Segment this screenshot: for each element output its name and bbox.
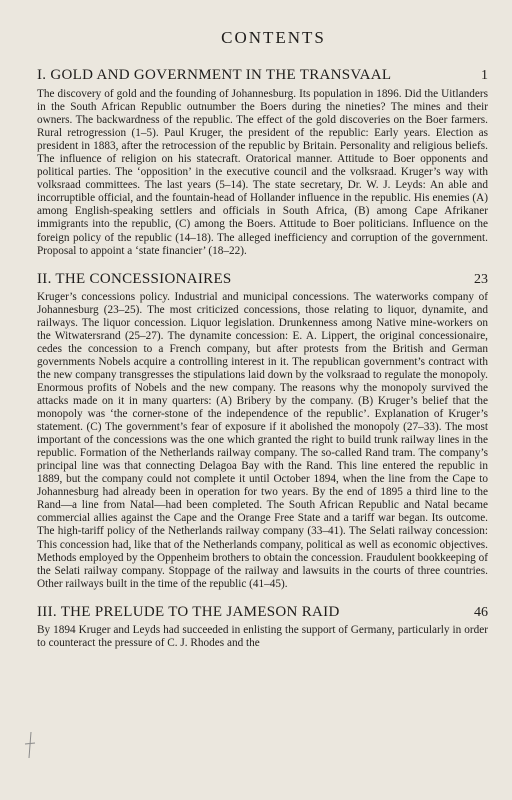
- chapter-page-number: 46: [474, 604, 488, 620]
- chapter-entry-2: [37, 270, 488, 591]
- chapter-page-number: 1: [481, 68, 488, 83]
- chapter-heading: [37, 270, 488, 289]
- chapter-title: III. THE PRELUDE TO THE JAMESON RAID: [37, 603, 340, 620]
- chapter-heading: [37, 603, 488, 622]
- page-title: CONTENTS: [221, 28, 326, 47]
- pencil-mark: [22, 730, 38, 760]
- chapter-summary: The discovery of gold and the founding of Johannesburg. Its population in 1896. Did the Uitlanders in the South African Republic outnumber the Boers during the nineties? The mines and their owners. The backwardness of the republic. The effect of the gold discoveries on the Boer farmers. Rural retrogression (1–5). Paul Kruger, the president of the republic: Early years. Election as president in 1883, after the retrocession of the republic by Britain. Personality and religious beliefs. The influence of religion on his statecraft. Oratorical manner. Attitude to Boer opponents and political parties. The ‘opposition’ in the executive council and the volksraad. Kruger’s way with volksraad committees. The last years (5–14). The state secretary, Dr. W. J. Leyds: An able and incorruptible official, and the fountain-head of Hollander influence in the republic. His enemies (A) among English-speaking settlers and officials in South Africa, (B) among Cape Afrikaner immigrants into the republic, (C) among the Boers. Attitude to Boer politicians. Influence on the foreign policy of the republic (14–18). The alleged inefficiency and corruption of the government. Proposal to appoint a ‘state financier’ (18–22).: [37, 88, 488, 257]
- chapter-title: I. GOLD AND GOVERNMENT IN THE TRANSVAAL: [37, 67, 392, 83]
- chapter-summary: Kruger’s concessions policy. Industrial and municipal concessions. The waterworks company of Johannesburg (23–25). The most criticized concessions, those relating to liquor, dynamite, and railways. The liquor concession. Liquor legislation. Drunkenness among Native mine-workers on the Witwatersrand (25–27). The dynamite concession: E. A. Lippert, the original concessionaire, cedes the concession to a French company, but after protests from the British and German governments Nobels acquire a controlling interest in it. The republican government’s contract with the new company transgresses the stipulations laid down by the volksraad to regulate the monopoly. Enormous profits of Nobels and the new company. The reasons why the monopoly survived the attacks made on it in many quarters: (A) Bribery by the company. (B) Kruger’s belief that the monopoly was ‘the corner-stone of the independence of the republic’. Explanation of Kruger’s statement. (C) The government’s fear of exposure if it abolished the monopoly (27–33). The most important of the concessions was the one which granted the right to build trunk railway lines in the republic. Formation of the Netherlands railway company. The so-called Rand tram. The company’s principal line was that connecting Delagoa Bay with the Rand. This line entered the republic in 1889, but the company could not complete it until October 1894, when the line from the Cape to Johannesburg had already been in operation for two years. By the end of 1895 a third line to the Rand—a line from Natal—had been completed. The South African Republic and Natal became commercial allies against the Cape and the Orange Free State and a tariff war began. Its outcome. The high-tariff policy of the Netherlands railway company (33–41). The Selati railway concession: This concession had, like that of the Netherlands company, political as well as economic objectives. Methods employed by the Oppenheim brothers to obtain the concession. Fraudulent bookkeeping of the Selati railway company. Stoppage of the railway and lawsuits in the courts of three countries. Other railways built in the time of the republic (41–45).: [37, 290, 488, 590]
- chapter-heading: [37, 66, 488, 85]
- chapter-summary: By 1894 Kruger and Leyds had succeeded in enlisting the support of Germany, particularly in order to counteract the pressure of C. J. Rhodes and the: [37, 623, 488, 649]
- chapter-entry-3: [37, 603, 488, 650]
- chapter-title: II. THE CONCESSIONAIRES: [37, 270, 232, 287]
- chapter-entry-1: [37, 66, 488, 258]
- chapter-page-number: 23: [474, 271, 488, 287]
